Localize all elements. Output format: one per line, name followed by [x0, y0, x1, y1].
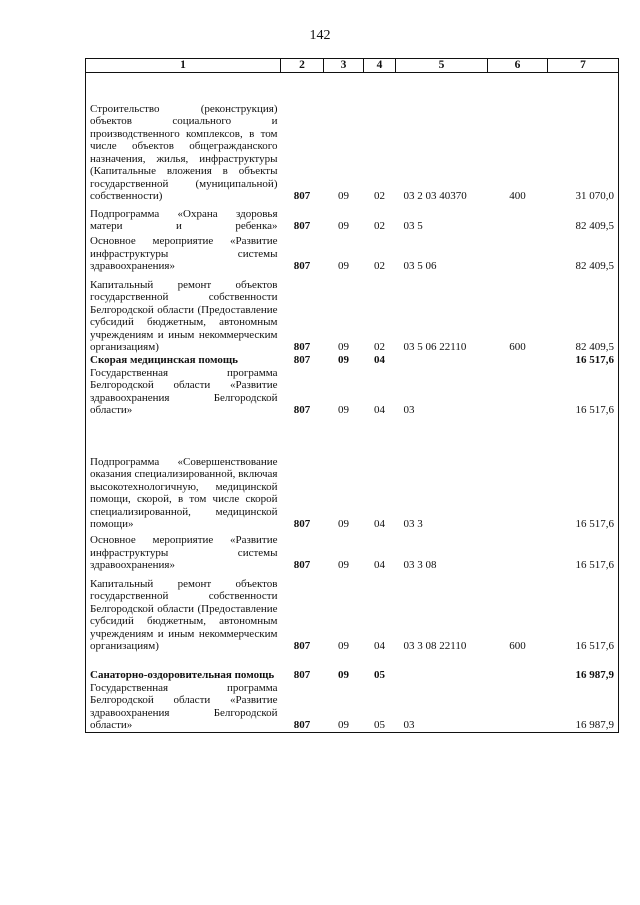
table-row	[86, 417, 619, 531]
row-value-cell-c3: 09	[338, 260, 349, 272]
row-name-cell: Санаторно-оздоровительная помощь	[86, 653, 281, 682]
table-row	[86, 203, 619, 233]
row-value-cell-c5: 03 2 03 40370	[403, 190, 467, 202]
row-value-cell-c7: 16 517,6	[548, 417, 619, 531]
row-value-cell-c4: 02	[374, 190, 385, 202]
row-value-cell-c3: 09	[338, 190, 349, 202]
row-value-cell-c2: 807	[293, 354, 311, 366]
row-name-cell: Капитальный ремонт объектов государственной собственности Белгородской области (Предоставление субсидий бюджетным, автономным учреждениям и иным некоммерческим организациям)	[86, 273, 281, 354]
row-value-cell-c2: 807	[293, 640, 311, 652]
row-value-cell-c5: 03	[403, 404, 415, 416]
row-value-cell-c3: 09	[338, 220, 349, 232]
table-row	[86, 354, 619, 367]
table-row	[86, 233, 619, 273]
row-value-cell-c2: 807	[293, 260, 311, 272]
column-header: 3	[324, 59, 364, 73]
row-value-cell-c2: 807	[293, 669, 311, 681]
row-value-cell-c6: 600	[509, 341, 526, 353]
row-value-cell-c7: 16 517,6	[548, 531, 619, 572]
row-value-cell-c6	[488, 203, 548, 233]
row-value-cell-c4: 04	[374, 518, 385, 530]
row-value-cell-c7: 16 517,6	[548, 367, 619, 417]
budget-table	[85, 58, 619, 733]
table-row	[86, 572, 619, 653]
row-value-cell-c4: 04	[374, 404, 385, 416]
row-value-cell-c3: 09	[338, 640, 349, 652]
row-value-cell-c5	[396, 354, 488, 367]
row-value-cell-c6: 400	[509, 190, 526, 202]
row-value-cell-c7: 16 517,6	[548, 354, 619, 367]
row-value-cell-c7: 16 517,6	[548, 572, 619, 653]
row-value-cell-c3: 09	[338, 669, 349, 681]
row-name-cell: Государственная программа Белгородской области «Развитие здравоохранения Белгородской области»	[86, 682, 281, 733]
row-value-cell-c2: 807	[293, 518, 311, 530]
table-header-row	[86, 59, 619, 73]
row-name-cell: Основное мероприятие «Развитие инфраструктуры системы здравоохранения»	[86, 233, 281, 273]
row-value-cell-c2: 807	[293, 190, 311, 202]
row-value-cell-c5: 03 5	[403, 220, 423, 232]
row-value-cell-c7: 31 070,0	[548, 73, 619, 203]
table-row	[86, 273, 619, 354]
row-value-cell-c6	[488, 367, 548, 417]
row-value-cell-c7: 16 987,9	[548, 653, 619, 682]
row-value-cell-c4: 04	[374, 354, 385, 366]
row-name-cell: Государственная программа Белгородской области «Развитие здравоохранения Белгородской области»	[86, 367, 281, 417]
column-header: 7	[548, 59, 619, 73]
row-value-cell-c3: 09	[338, 341, 349, 353]
row-value-cell-c7: 82 409,5	[548, 233, 619, 273]
row-value-cell-c6	[488, 653, 548, 682]
row-name-cell: Подпрограмма «Совершенствование оказания специализированной, включая высокотехнологичную, медицинской помощи, скорой, в том числе скорой специализированной, медицинской помощи»	[86, 417, 281, 531]
row-value-cell-c3: 09	[324, 682, 364, 733]
row-value-cell-c2: 807	[293, 220, 311, 232]
row-value-cell-c4: 02	[374, 260, 385, 272]
row-value-cell-c5: 03 5 06	[403, 260, 437, 272]
row-value-cell-c2: 807	[293, 341, 311, 353]
row-value-cell-c7: 82 409,5	[548, 203, 619, 233]
row-name-cell: Строительство (реконструкция) объектов социального и производственного комплексов, в том числе объектов общегражданского назначения, жилья, инфраструктуры (Капитальные вложения в объекты государственной (муниципальной) собственности)	[86, 73, 281, 203]
page-number: 142	[309, 28, 331, 43]
column-header: 4	[364, 59, 396, 73]
row-value-cell-c4: 04	[374, 559, 385, 571]
row-value-cell-c2: 807	[293, 404, 311, 416]
row-value-cell-c5: 03 3	[403, 518, 423, 530]
row-value-cell-c6	[488, 417, 548, 531]
row-value-cell-c2: 807	[293, 559, 311, 571]
row-value-cell-c5: 03 3 08	[403, 559, 437, 571]
row-name-cell: Подпрограмма «Охрана здоровья матери и ребенка»	[86, 203, 281, 233]
column-header: 5	[396, 59, 488, 73]
row-value-cell-c4: 05	[374, 669, 385, 681]
column-header: 6	[488, 59, 548, 73]
row-value-cell-c6: 600	[509, 640, 526, 652]
table-row	[86, 531, 619, 572]
row-value-cell-c4: 05	[364, 682, 396, 733]
row-value-cell-c2: 807	[281, 682, 324, 733]
row-value-cell-c3: 09	[338, 518, 349, 530]
row-value-cell-c4: 02	[374, 341, 385, 353]
column-header: 2	[281, 59, 324, 73]
row-value-cell-c4: 02	[374, 220, 385, 232]
column-header: 1	[86, 59, 281, 73]
table-row	[86, 367, 619, 417]
row-value-cell-c3: 09	[338, 559, 349, 571]
row-value-cell-c5: 03 5 06 22110	[403, 341, 467, 353]
row-value-cell-c5	[396, 653, 488, 682]
row-value-cell-c7: 16 987,9	[548, 682, 619, 733]
row-value-cell-c3: 09	[338, 354, 349, 366]
row-value-cell-c6	[488, 233, 548, 273]
row-value-cell-c6	[488, 682, 548, 733]
row-name-cell: Основное мероприятие «Развитие инфраструктуры системы здравоохранения»	[86, 531, 281, 572]
row-name-cell: Капитальный ремонт объектов государственной собственности Белгородской области (Предоставление субсидий бюджетным, автономным учреждениям и иным некоммерческим организациям)	[86, 572, 281, 653]
row-value-cell-c6	[488, 354, 548, 367]
table-row	[86, 73, 619, 203]
row-value-cell-c6	[488, 531, 548, 572]
row-value-cell-c4: 04	[374, 640, 385, 652]
row-value-cell-c5: 03	[396, 682, 488, 733]
row-value-cell-c3: 09	[338, 404, 349, 416]
row-value-cell-c5: 03 3 08 22110	[403, 640, 467, 652]
table-row	[86, 682, 619, 733]
table-row	[86, 653, 619, 682]
row-name-cell: Скорая медицинская помощь	[86, 354, 281, 367]
row-value-cell-c7: 82 409,5	[548, 273, 619, 354]
